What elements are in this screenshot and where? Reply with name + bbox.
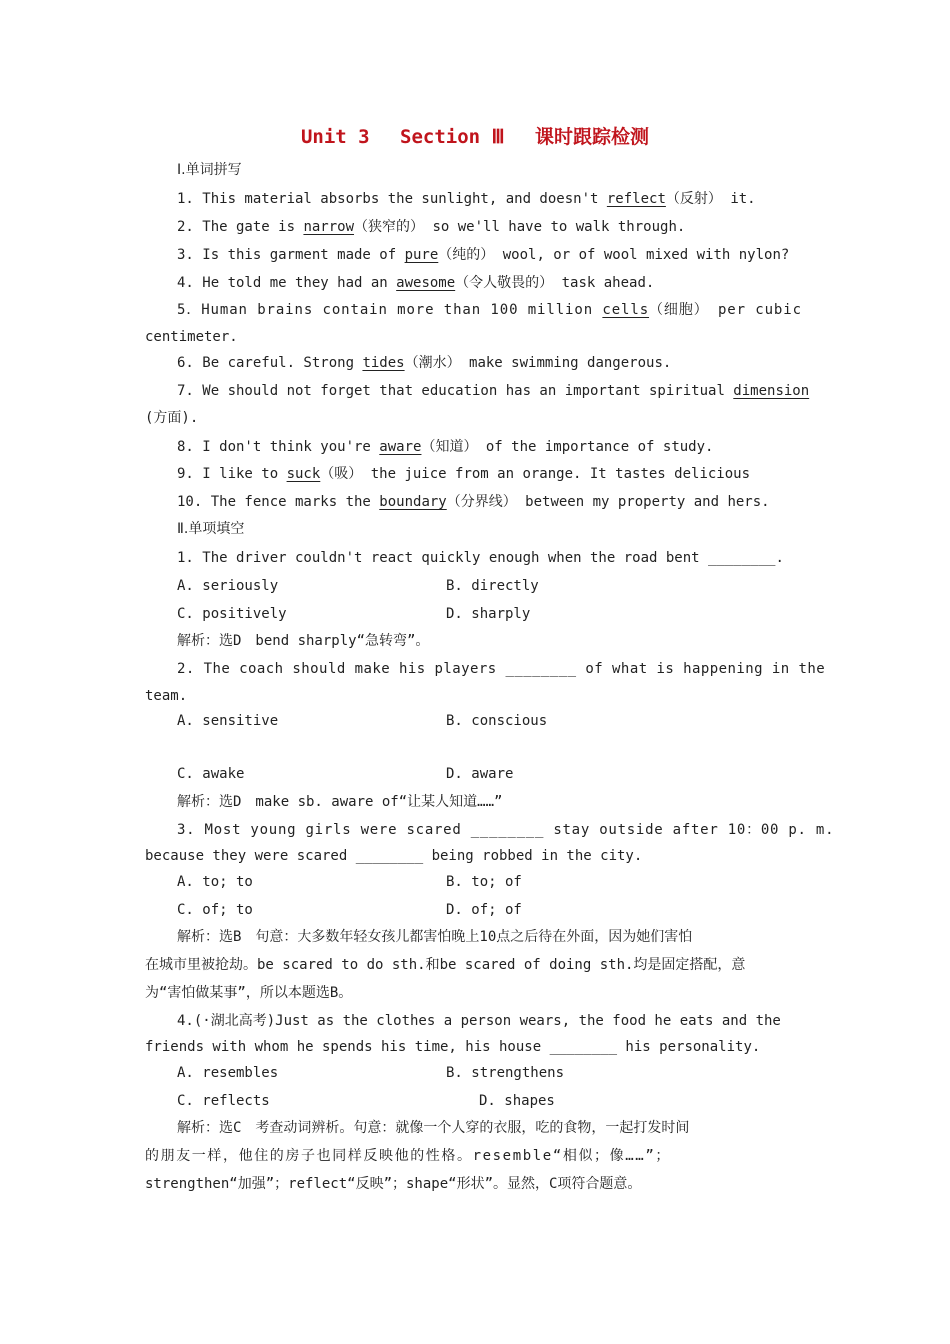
item-text: 9. I like to bbox=[177, 466, 287, 482]
question-2-option-b: B. conscious bbox=[446, 713, 548, 729]
item-text: （细胞） per cubic bbox=[649, 302, 802, 318]
question-2-analysis: 解析：选D make sb. aware of“让某人知道……” bbox=[177, 794, 503, 810]
item-text: 7. We should not forget that education has an important spiritual bbox=[177, 383, 734, 399]
answer-word: dimension bbox=[733, 383, 810, 399]
question-3-option-a: A. to; to bbox=[177, 874, 253, 890]
answer-word: narrow bbox=[303, 219, 355, 235]
question-3-option-d: D. of; of bbox=[446, 902, 522, 918]
item-text: 2. The gate is bbox=[177, 219, 304, 235]
answer-word: cells bbox=[602, 302, 650, 318]
item-text: 1. This material absorbs the sunlight, and doesn't bbox=[177, 191, 607, 207]
item-text: 8. I don't think you're bbox=[177, 439, 380, 455]
question-3-analysis-line-3: 为“害怕做某事”，所以本题选B。 bbox=[145, 985, 353, 1001]
item-text: （分界线） between my property and hers. bbox=[446, 494, 770, 510]
question-2-option-c: C. awake bbox=[177, 766, 245, 782]
answer-word: aware bbox=[379, 439, 422, 455]
question-4-stem-line-1: 4.(·湖北高考)Just as the clothes a person wears, the food he eats and the bbox=[177, 1013, 781, 1029]
spelling-item-5 bbox=[177, 300, 802, 320]
question-4-analysis-line-3: strengthen“加强”；reflect“反映”；shape“形状”。显然，C项符合题意。 bbox=[145, 1176, 642, 1192]
question-4-option-b: B. strengthens bbox=[446, 1065, 565, 1081]
section-heading-multiple-choice: Ⅱ.单项填空 bbox=[177, 521, 245, 537]
spelling-item-8 bbox=[177, 437, 713, 457]
spelling-item-10 bbox=[177, 492, 770, 512]
spelling-item-7-cont: (方面). bbox=[145, 410, 199, 426]
question-3-stem-line-1: 3. Most young girls were scared ________ stay outside after 10：00 p. m. bbox=[177, 822, 835, 838]
answer-word: awesome bbox=[396, 275, 456, 291]
spelling-item-1 bbox=[177, 189, 756, 209]
answer-word: boundary bbox=[379, 494, 447, 510]
spelling-item-4 bbox=[177, 273, 654, 293]
item-text: 10. The fence marks the bbox=[177, 494, 380, 510]
question-2-option-a: A. sensitive bbox=[177, 713, 279, 729]
spelling-item-2 bbox=[177, 217, 685, 237]
item-text: 4. He told me they had an bbox=[177, 275, 397, 291]
item-text: （狭窄的） so we'll have to walk through. bbox=[354, 219, 686, 235]
question-4-stem-line-2: friends with whom he spends his time, his house ________ his personality. bbox=[145, 1039, 761, 1055]
question-1-analysis: 解析：选D bend sharply“急转弯”。 bbox=[177, 633, 430, 649]
spelling-item-9 bbox=[177, 464, 750, 484]
question-3-stem-line-2: because they were scared ________ being robbed in the city. bbox=[145, 848, 643, 864]
spelling-item-5-cont: centimeter. bbox=[145, 329, 238, 345]
item-text: （反射） it. bbox=[665, 191, 756, 207]
question-2-stem-line-2: team. bbox=[145, 688, 188, 704]
spelling-item-3 bbox=[177, 245, 789, 265]
question-4-option-a: A. resembles bbox=[177, 1065, 279, 1081]
question-2-option-d: D. aware bbox=[446, 766, 514, 782]
question-4-option-d: D. shapes bbox=[479, 1093, 555, 1109]
spelling-item-6 bbox=[177, 353, 671, 373]
answer-word: tides bbox=[362, 355, 405, 371]
section-heading-spelling: Ⅰ.单词拼写 bbox=[177, 162, 242, 178]
question-1-stem: 1. The driver couldn't react quickly enough when the road bent ________. bbox=[177, 550, 784, 566]
question-1-option-c: C. positively bbox=[177, 606, 287, 622]
page-title: Unit 3 Section Ⅲ 课时跟踪检测 bbox=[300, 126, 650, 148]
answer-word: pure bbox=[404, 247, 439, 263]
item-text: 3. Is this garment made of bbox=[177, 247, 405, 263]
item-text: 6. Be careful. Strong bbox=[177, 355, 363, 371]
item-text: （吸） the juice from an orange. It tastes delicious bbox=[320, 466, 751, 482]
question-1-option-b: B. directly bbox=[446, 578, 539, 594]
question-4-analysis-line-1: 解析：选C 考查动词辨析。句意：就像一个人穿的衣服，吃的食物，一起打发时间 bbox=[177, 1120, 690, 1136]
question-1-option-d: D. sharply bbox=[446, 606, 531, 622]
question-4-option-c: C. reflects bbox=[177, 1093, 270, 1109]
spelling-item-7 bbox=[177, 381, 809, 401]
question-3-option-c: C. of; to bbox=[177, 902, 253, 918]
question-3-analysis-line-2: 在城市里被抢劫。be scared to do sth.和be scared of doing sth.均是固定搭配，意 bbox=[145, 957, 746, 973]
question-2-stem-line-1: 2. The coach should make his players ________ of what is happening in the bbox=[177, 661, 826, 677]
item-text: 5．Human brains contain more than 100 million bbox=[177, 302, 603, 318]
answer-word: suck bbox=[286, 466, 321, 482]
question-3-option-b: B. to; of bbox=[446, 874, 522, 890]
answer-word: reflect bbox=[606, 191, 666, 207]
item-text: （知道） of the importance of study. bbox=[421, 439, 714, 455]
question-3-analysis-line-1: 解析：选B 句意：大多数年轻女孩儿都害怕晚上10点之后待在外面，因为她们害怕 bbox=[177, 929, 693, 945]
question-4-analysis-line-2: 的朋友一样，他住的房子也同样反映他的性格。resemble“相似；像……”； bbox=[145, 1148, 671, 1164]
item-text: （纯的） wool, or of wool mixed with nylon? bbox=[438, 247, 790, 263]
item-text: （令人敬畏的） task ahead. bbox=[455, 275, 655, 291]
item-text: （潮水） make swimming dangerous. bbox=[404, 355, 672, 371]
question-1-option-a: A. seriously bbox=[177, 578, 279, 594]
